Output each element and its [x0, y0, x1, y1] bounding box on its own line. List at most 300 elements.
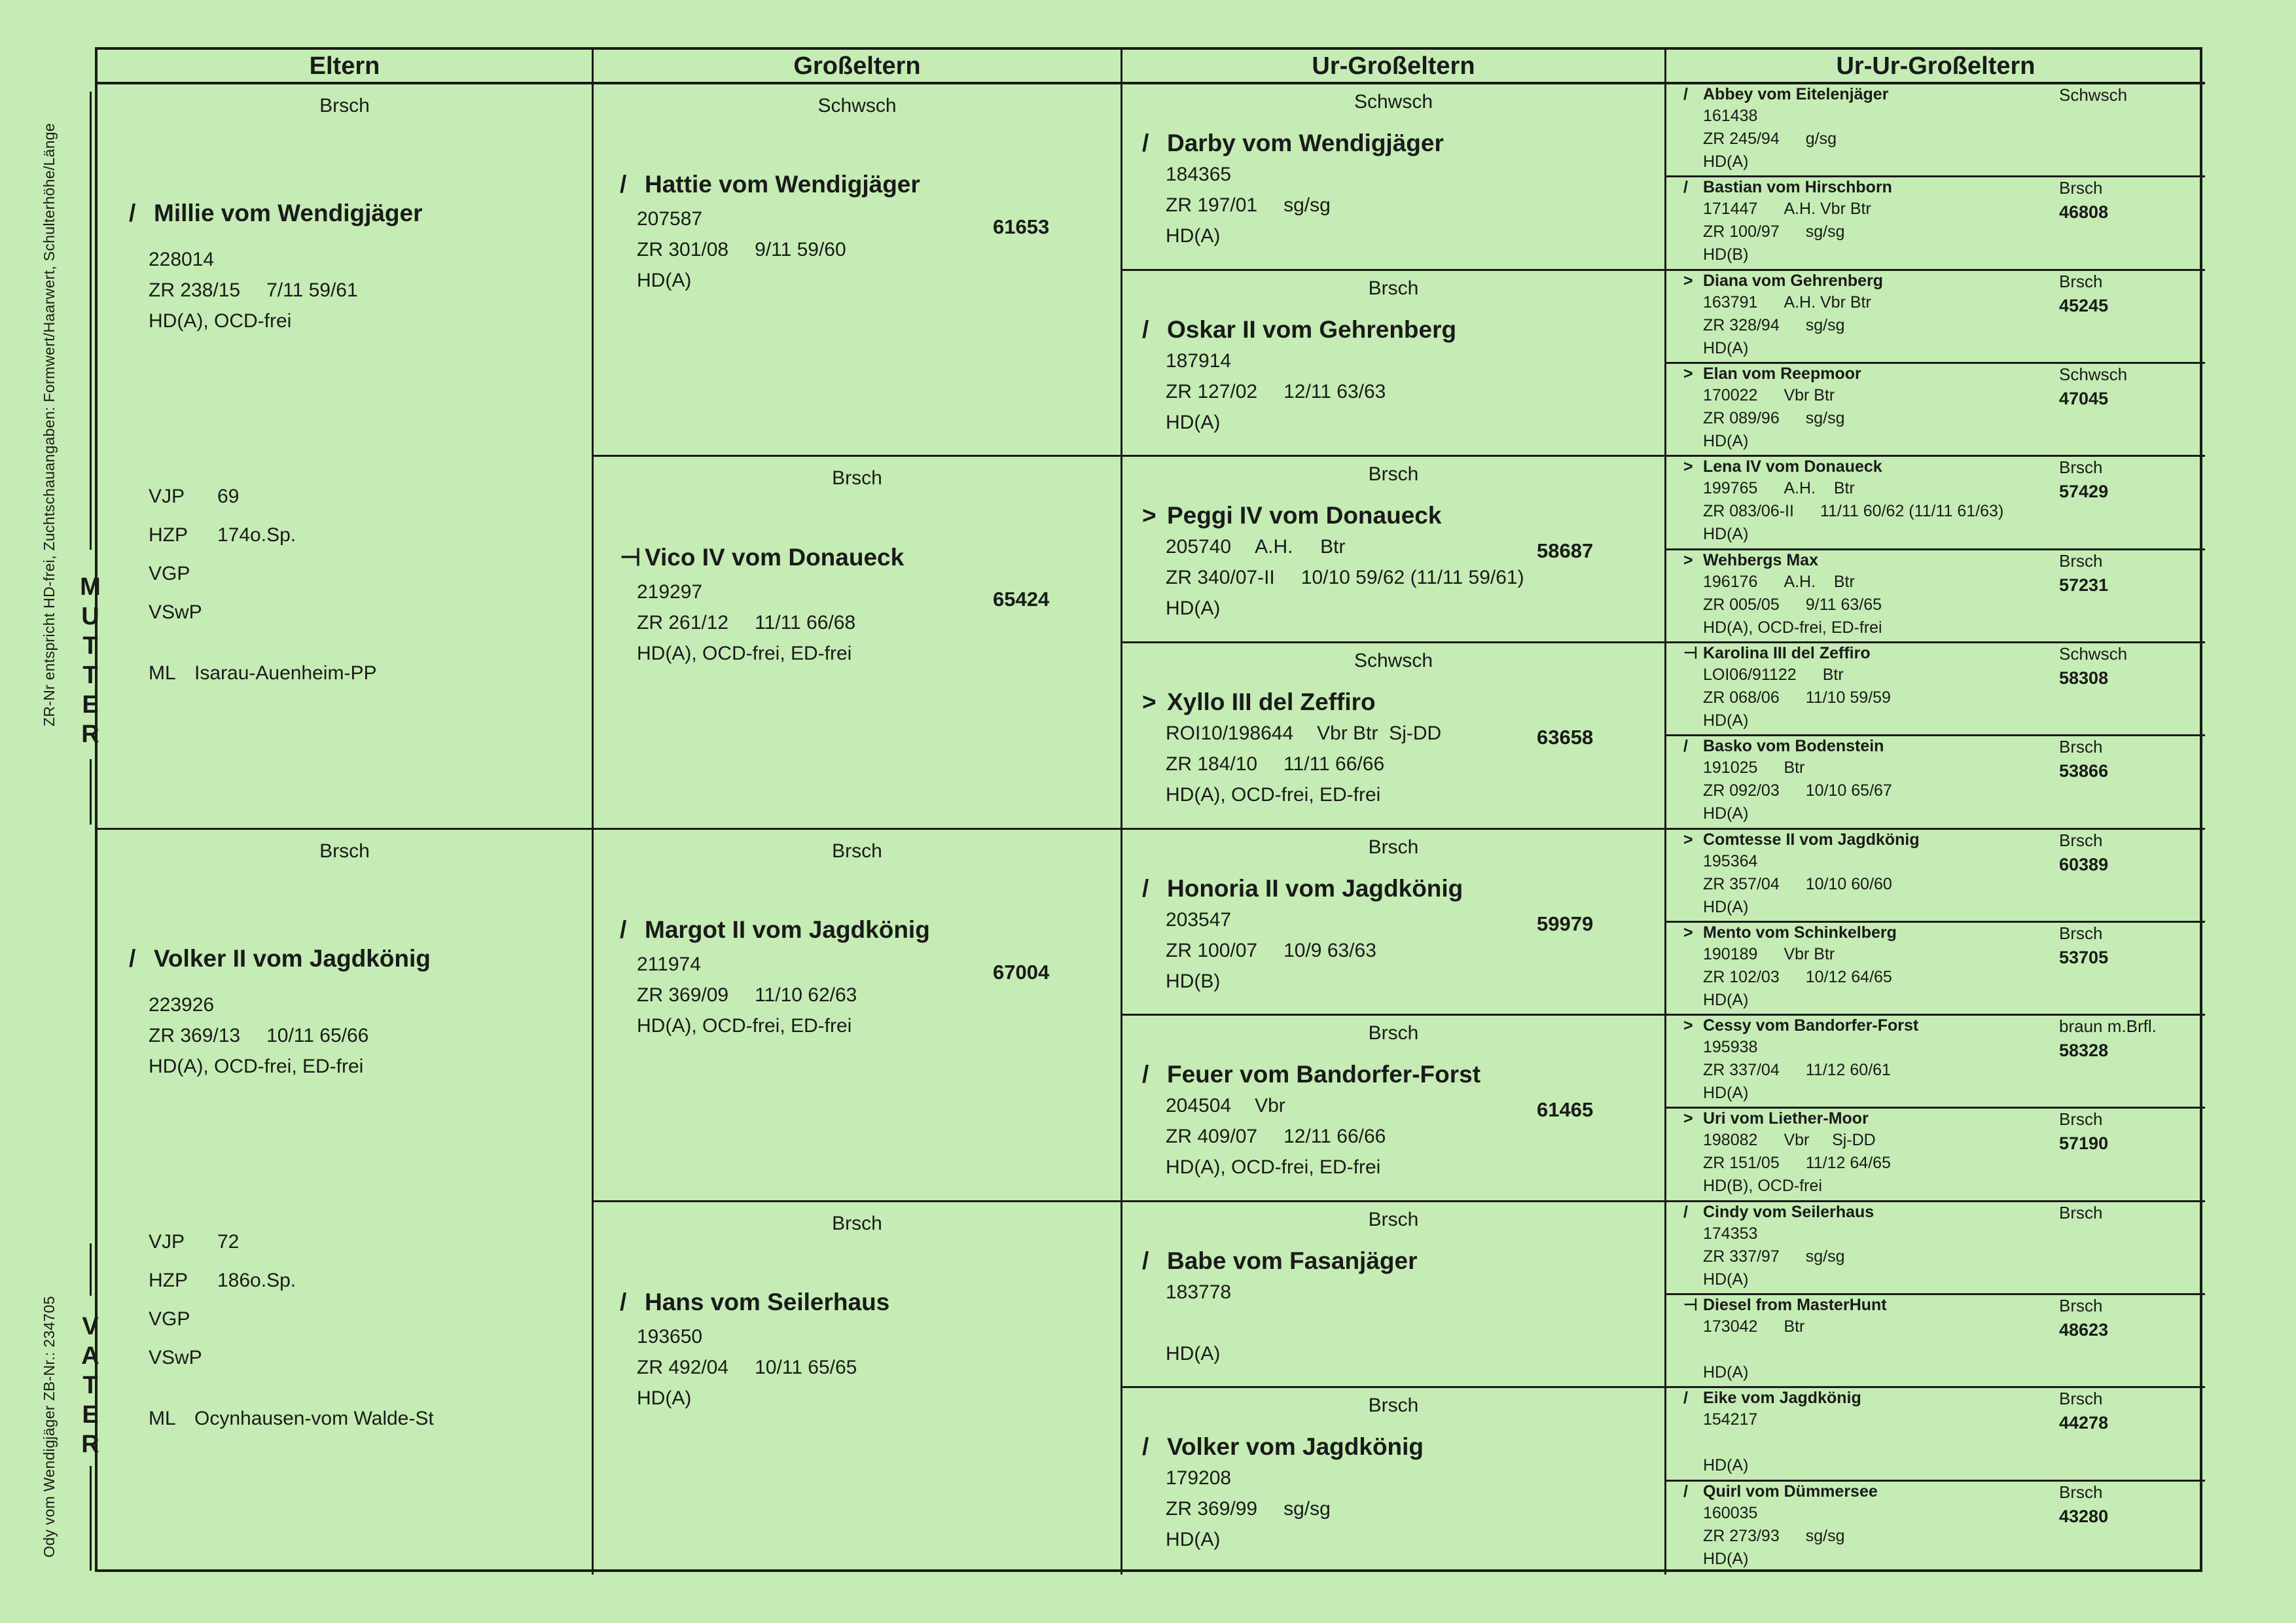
zr-line	[1703, 594, 1882, 616]
details	[1703, 1315, 1887, 1384]
coat-colour: Brsch	[2059, 737, 2103, 757]
sex-mark: >	[1683, 830, 1693, 849]
parent-cell	[98, 84, 594, 830]
coat-colour: Brsch	[1368, 463, 1419, 486]
health: HD(B)	[1166, 970, 1221, 992]
health: HD(A)	[1703, 525, 1749, 544]
details	[1703, 105, 1888, 173]
registration-number: 198082	[1703, 1131, 1758, 1150]
coat-colour: Brsch	[2059, 178, 2103, 198]
zr-line	[637, 607, 904, 638]
sex-mark: /	[1683, 1202, 1688, 1221]
zb-number: 58328	[2059, 1041, 2109, 1061]
ggg-cell	[1666, 1295, 2205, 1388]
zr-line	[1703, 1431, 1861, 1454]
zr-number: ZR 245/94	[1703, 130, 1780, 148]
zr-number: ZR 357/04	[1703, 874, 1780, 893]
score: 11/11 66/68	[755, 612, 856, 634]
dog-name: Margot II vom Jagdkönig	[645, 916, 930, 943]
titles: Vbr Btr	[1784, 944, 1835, 963]
dog-name-line	[1683, 84, 1888, 105]
score: 11/11 60/62 (11/11 61/63)	[1820, 502, 2004, 521]
zr-number: ZR 261/12	[637, 612, 729, 634]
zr-line	[1703, 314, 1883, 337]
dog-name: Quirl vom Dümmersee	[1703, 1482, 1878, 1501]
zr-number: ZR 340/07-II	[1166, 567, 1275, 589]
great-grandparent-cell	[1122, 830, 1666, 1016]
trial-label-vswp: VSwP	[149, 601, 202, 623]
dog-name: Cessy vom Bandorfer-Forst	[1703, 1016, 1919, 1035]
vater-bar	[90, 1243, 92, 1296]
details	[637, 577, 904, 669]
ggg-cell	[1666, 643, 2205, 736]
dog-name-line	[1683, 177, 1892, 198]
health: HD(B), OCD-frei	[1703, 1177, 1822, 1196]
header-eltern: Eltern	[98, 50, 594, 84]
mutter-letter: U	[81, 603, 99, 630]
score: 10/12 64/65	[1805, 967, 1892, 986]
score: 7/11 59/61	[266, 279, 358, 301]
zr-line	[1166, 1493, 1424, 1524]
registration-line	[1166, 531, 1524, 562]
score: 9/11 63/65	[1805, 595, 1882, 614]
zr-number: ZR 151/05	[1703, 1154, 1780, 1173]
registration-number: 187914	[1166, 349, 1232, 372]
zb-number: 59979	[1537, 912, 1594, 935]
ggg-cell	[1666, 271, 2205, 364]
dog-name-line	[1683, 643, 1891, 664]
dog-name-line	[1142, 500, 1524, 531]
titles: Vbr Btr	[1784, 385, 1835, 404]
dog-name-line	[1683, 1202, 1874, 1222]
mutter-letter: E	[82, 691, 99, 719]
registration-line	[1166, 718, 1441, 749]
trials	[149, 1222, 434, 1434]
registration-number: 195364	[1703, 851, 1758, 870]
dog-name: Honoria II vom Jagdkönig	[1167, 874, 1463, 902]
ggg-cell	[1666, 177, 2205, 270]
dog-name: Comtesse II vom Jagdkönig	[1703, 830, 1920, 849]
coat-colour: Brsch	[2059, 550, 2103, 571]
score: sg/sg	[1805, 223, 1845, 241]
great-grandparent-cell	[1122, 84, 1666, 271]
coat-colour: Brsch	[2059, 830, 2103, 850]
health: HD(A)	[1703, 1084, 1749, 1103]
zr-line	[637, 234, 920, 265]
grandparent-cell	[594, 830, 1122, 1202]
ggp-body	[1142, 687, 1441, 810]
sex-mark: >	[1683, 364, 1693, 383]
trial-hzp	[149, 516, 376, 554]
registration-line	[1166, 159, 1444, 190]
zb-number: 53866	[2059, 761, 2109, 781]
health: HD(A), OCD-frei, ED-frei	[149, 1055, 364, 1077]
zb-number: 43280	[2059, 1506, 2109, 1526]
details	[149, 244, 423, 336]
dog-name: Vico IV vom Donaueck	[645, 544, 905, 571]
dog-name-line	[1683, 1388, 1861, 1408]
coat-colour: Brsch	[832, 1212, 882, 1234]
ggg-body	[1683, 736, 1892, 825]
ml-label: ML	[149, 662, 176, 684]
dog-name-line	[1683, 830, 1920, 850]
dog-name-line	[1142, 687, 1441, 718]
details	[1166, 531, 1524, 624]
coat-colour: Brsch	[832, 467, 882, 490]
registration-line	[1703, 291, 1883, 314]
zb-number: 63658	[1537, 725, 1594, 749]
dog-name-line	[1142, 1245, 1417, 1277]
zr-line	[1703, 687, 1891, 709]
zr-number: ZR 328/94	[1703, 315, 1780, 334]
titles: A.H. Btr	[1255, 536, 1346, 558]
ggg-body	[1683, 1016, 1918, 1105]
registration-line	[1703, 1222, 1874, 1245]
zr-number: ZR 369/99	[1166, 1498, 1258, 1520]
coat-colour: Schwsch	[2059, 364, 2128, 384]
health: HD(A)	[1166, 411, 1221, 433]
dog-name-line	[1683, 457, 2003, 477]
dog-name: Peggi IV vom Donaueck	[1167, 502, 1442, 529]
dog-name: Volker vom Jagdkönig	[1167, 1433, 1424, 1461]
health: HD(A), OCD-frei, ED-frei	[637, 643, 852, 665]
health: HD(A)	[1166, 1529, 1221, 1551]
side-note-bottom: Ody vom Wendigjäger ZB-Nr.: 234705	[41, 1296, 58, 1558]
sex-mark: /	[1142, 315, 1149, 343]
pedigree-table	[95, 47, 2202, 1572]
trial-label-vjp: VJP	[149, 1230, 185, 1253]
dog-name: Basko vom Bodenstein	[1703, 737, 1884, 756]
registration-number: 163791	[1703, 293, 1758, 312]
coat-colour: Schwsch	[2059, 643, 2128, 664]
ggp-body	[1142, 1431, 1424, 1555]
ggg-cell	[1666, 1109, 2205, 1202]
score: 10/9 63/63	[1283, 939, 1376, 961]
ml-label: ML	[149, 1407, 176, 1429]
ggg-cell	[1666, 830, 2205, 923]
grandparent-body	[620, 1289, 889, 1414]
registration-number: 228014	[149, 249, 215, 270]
zr-line	[1703, 128, 1888, 151]
registration-line	[1703, 384, 1861, 407]
zb-number: 65424	[993, 588, 1050, 611]
zr-line	[1703, 1152, 1891, 1175]
registration-number: 173042	[1703, 1317, 1758, 1336]
health: HD(A)	[1703, 338, 1749, 357]
ggg-cell	[1666, 1388, 2205, 1481]
dog-name: Feuer vom Bandorfer-Forst	[1167, 1061, 1481, 1088]
sex-mark: /	[1683, 85, 1688, 103]
sex-mark: >	[1683, 271, 1693, 290]
score: sg/sg	[1283, 194, 1331, 216]
trial-value-hzp: 174o.Sp.	[217, 524, 296, 546]
sex-mark: /	[129, 944, 136, 972]
health: HD(A)	[1703, 1270, 1749, 1289]
ggg-cell	[1666, 364, 2205, 457]
dog-name-line	[1142, 128, 1444, 159]
details	[637, 204, 920, 296]
zr-number: ZR 337/04	[1703, 1061, 1780, 1080]
zb-number: 58308	[2059, 668, 2109, 688]
trial-vswp	[149, 593, 376, 632]
zb-number: 58687	[1537, 539, 1594, 563]
mutter-letter: M	[80, 573, 101, 601]
details	[1703, 1036, 1918, 1105]
zr-line	[637, 1352, 889, 1383]
sex-mark: /	[1142, 130, 1149, 156]
details	[1166, 346, 1456, 438]
sex-mark: /	[620, 1288, 627, 1315]
sex-mark: >	[1683, 1016, 1693, 1035]
dog-name: Elan vom Reepmoor	[1703, 364, 1861, 383]
zr-line	[1166, 376, 1456, 407]
registration-line	[1703, 1129, 1891, 1152]
registration-number: 161438	[1703, 107, 1758, 125]
ggg-body	[1683, 830, 1920, 919]
health: HD(A)	[1166, 597, 1221, 620]
zr-number: ZR 409/07	[1166, 1126, 1258, 1148]
dog-name-line	[1142, 1059, 1480, 1090]
dog-name-line	[620, 543, 904, 571]
zr-number: ZR 127/02	[1166, 380, 1258, 402]
ggg-cell	[1666, 84, 2205, 177]
registration-line	[1166, 904, 1463, 935]
coat-colour: Brsch	[2059, 923, 2103, 943]
zb-number: 60389	[2059, 854, 2109, 874]
health: HD(A)	[637, 1387, 692, 1409]
registration-number: 154217	[1703, 1410, 1758, 1429]
registration-number: 190189	[1703, 944, 1758, 963]
sex-mark: /	[1142, 1247, 1149, 1274]
zr-line	[1166, 935, 1463, 966]
ggg-body	[1683, 1202, 1874, 1291]
ml-value: Isarau-Auenheim-PP	[194, 662, 377, 684]
dog-name: Mento vom Schinkelberg	[1703, 923, 1897, 942]
ggg-body	[1683, 923, 1897, 1012]
registration-line	[1703, 943, 1897, 966]
score: sg/sg	[1805, 408, 1845, 427]
registration-number: ROI10/198644	[1166, 722, 1294, 744]
zr-number: ZR 100/97	[1703, 223, 1780, 241]
dog-name: Lena IV vom Donaueck	[1703, 457, 1882, 476]
ggg-body	[1683, 271, 1883, 360]
details	[1703, 1408, 1861, 1477]
details	[1703, 571, 1882, 639]
coat-colour: Brsch	[2059, 1296, 2103, 1316]
dog-name: Abbey vom Eitelenjäger	[1703, 85, 1889, 103]
titles: Btr	[1784, 1317, 1805, 1336]
ml-value: Ocynhausen-vom Walde-St	[194, 1407, 434, 1429]
titles: A.H. Btr	[1784, 479, 1855, 498]
trial-value-hzp: 186o.Sp.	[217, 1269, 296, 1291]
details	[1166, 904, 1463, 997]
zr-line	[1703, 1525, 1878, 1548]
zr-number: ZR 369/13	[149, 1024, 241, 1046]
score: sg/sg	[1805, 315, 1845, 334]
header-grosseltern: Großeltern	[594, 50, 1122, 84]
ggg-cell	[1666, 457, 2205, 550]
registration-number: 183778	[1166, 1281, 1232, 1303]
ggg-cell	[1666, 1482, 2205, 1575]
health: HD(A)	[1703, 711, 1749, 730]
coat-colour: Brsch	[319, 95, 370, 116]
dog-name-line	[1683, 550, 1882, 571]
dog-name-line	[620, 1289, 889, 1316]
score: g/sg	[1805, 130, 1837, 148]
registration-line	[1703, 477, 2003, 500]
grandparent-cell	[594, 1202, 1122, 1575]
health: HD(A)	[1703, 804, 1749, 823]
zr-number: ZR 184/10	[1166, 753, 1258, 775]
trial-label-hzp: HZP	[149, 1269, 188, 1291]
registration-line	[1703, 198, 1892, 221]
sex-mark: ⊣	[1683, 1296, 1698, 1315]
dog-name-line	[1683, 1482, 1878, 1502]
sex-mark: >	[1683, 457, 1693, 476]
dog-name-line	[129, 945, 431, 972]
zr-number: ZR 100/07	[1166, 939, 1258, 961]
trial-label-vswp: VSwP	[149, 1346, 202, 1368]
dog-name-line	[1683, 271, 1883, 291]
score: 10/10 60/60	[1805, 874, 1892, 893]
zb-number: 61465	[1537, 1098, 1594, 1122]
score: 10/10 59/62 (11/11 59/61)	[1300, 567, 1524, 589]
dog-name: Bastian vom Hirschborn	[1703, 178, 1892, 197]
sex-mark: >	[1142, 688, 1157, 715]
dog-name: Karolina III del Zeffiro	[1703, 643, 1871, 662]
ggg-cell	[1666, 736, 2205, 829]
score: 10/10 65/67	[1805, 781, 1892, 800]
ml-line	[149, 1403, 434, 1434]
zr-line	[1703, 966, 1897, 989]
dog-name-line	[1683, 364, 1861, 384]
ggp-body	[1142, 314, 1456, 438]
trial-vgp	[149, 554, 376, 593]
zr-number: ZR 337/97	[1703, 1247, 1780, 1266]
registration-number: 219297	[637, 581, 703, 603]
dog-name: Eike vom Jagdkönig	[1703, 1389, 1861, 1408]
zr-number: ZR 197/01	[1166, 194, 1258, 216]
coat-colour: Brsch	[2059, 1202, 2103, 1222]
zr-line	[1166, 1121, 1480, 1152]
registration-line	[1703, 571, 1882, 594]
zr-number: ZR 301/08	[637, 239, 729, 260]
zb-number: 44278	[2059, 1413, 2109, 1433]
health: HD(A), OCD-frei, ED-frei	[1166, 1156, 1381, 1179]
details	[1166, 1463, 1424, 1555]
score: sg/sg	[1805, 1526, 1845, 1545]
sex-mark: /	[1683, 178, 1688, 197]
zb-number: 67004	[993, 960, 1050, 984]
registration-number: 203547	[1166, 908, 1232, 931]
zr-line	[1703, 1245, 1874, 1268]
ggp-body	[1142, 128, 1444, 251]
dog-name-line	[620, 916, 930, 944]
score: 12/11 63/63	[1283, 380, 1386, 402]
grandparent-body	[620, 543, 904, 669]
sex-mark: /	[1142, 1061, 1149, 1088]
score: 10/11 65/65	[755, 1356, 857, 1378]
health: HD(A)	[1703, 897, 1749, 916]
trial-value-vjp: 72	[217, 1230, 240, 1253]
sex-mark: >	[1683, 550, 1693, 569]
dog-name: Diesel from MasterHunt	[1703, 1296, 1887, 1315]
trial-hzp	[149, 1261, 434, 1300]
sex-mark: ⊣	[620, 544, 641, 571]
ggg-cell	[1666, 1202, 2205, 1295]
grandparent-body	[620, 916, 930, 1041]
parent-cell	[98, 830, 594, 1575]
coat-colour: Brsch	[832, 840, 882, 862]
registration-number: LOI06/91122	[1703, 665, 1797, 684]
trial-label-vgp: VGP	[149, 1308, 190, 1330]
ggg-cell	[1666, 550, 2205, 643]
zb-number: 47045	[2059, 388, 2109, 408]
dog-name: Babe vom Fasanjäger	[1167, 1247, 1418, 1274]
registration-number: 160035	[1703, 1503, 1758, 1522]
vater-letter: R	[81, 1431, 99, 1458]
vater-letter: E	[82, 1401, 99, 1429]
side-note-top: ZR-Nr entspricht HD-frei, Zuchtschauangaben: Formwert/Haarwert, Schulterhöhe/Länge	[41, 123, 58, 726]
side-note	[41, 79, 80, 1558]
mutter-letter: T	[82, 662, 98, 689]
dog-name-line	[129, 200, 423, 227]
trial-vjp	[149, 1222, 434, 1261]
ggg-body	[1683, 177, 1892, 266]
coat-colour: Brsch	[2059, 457, 2103, 478]
details	[1703, 477, 2003, 546]
registration-number: 170022	[1703, 385, 1758, 404]
dog-name-line	[1142, 314, 1456, 346]
zr-line	[637, 980, 930, 1010]
details	[637, 1321, 889, 1414]
registration-number: 199765	[1703, 479, 1758, 498]
details	[1703, 757, 1892, 825]
titles: Btr	[1784, 758, 1805, 777]
great-grandparent-cell	[1122, 643, 1666, 830]
ggg-body	[1683, 1482, 1878, 1571]
zr-line	[1703, 221, 1892, 243]
vater-letter: V	[82, 1313, 99, 1340]
health: HD(A), OCD-frei, ED-frei	[637, 1014, 852, 1037]
parent-body	[129, 945, 431, 1082]
zr-number: ZR 102/03	[1703, 967, 1780, 986]
details	[1166, 159, 1444, 251]
ggg-body	[1683, 1295, 1887, 1384]
details	[1703, 384, 1861, 453]
sex-mark: >	[1683, 923, 1693, 942]
details	[1703, 1502, 1878, 1571]
dog-name: Cindy vom Seilerhaus	[1703, 1202, 1874, 1221]
mutter-letter: T	[82, 632, 98, 660]
sex-mark: ⊣	[1683, 643, 1698, 662]
details	[1703, 664, 1891, 732]
coat-colour: Brsch	[2059, 1389, 2103, 1409]
health: HD(A)	[1703, 152, 1749, 171]
zr-line	[1703, 873, 1920, 896]
registration-number: 205740	[1166, 536, 1232, 558]
details	[1703, 943, 1897, 1012]
zr-number: ZR 238/15	[149, 279, 241, 301]
dog-name-line	[620, 171, 920, 198]
details	[1703, 198, 1892, 266]
score: 11/10 59/59	[1805, 688, 1891, 707]
registration-line	[1703, 1315, 1887, 1338]
dog-name: Millie vom Wendigjäger	[154, 200, 423, 226]
score: 11/12 64/65	[1805, 1154, 1891, 1173]
titles: Vbr Btr Sj-DD	[1317, 722, 1442, 744]
details	[1166, 1277, 1417, 1369]
